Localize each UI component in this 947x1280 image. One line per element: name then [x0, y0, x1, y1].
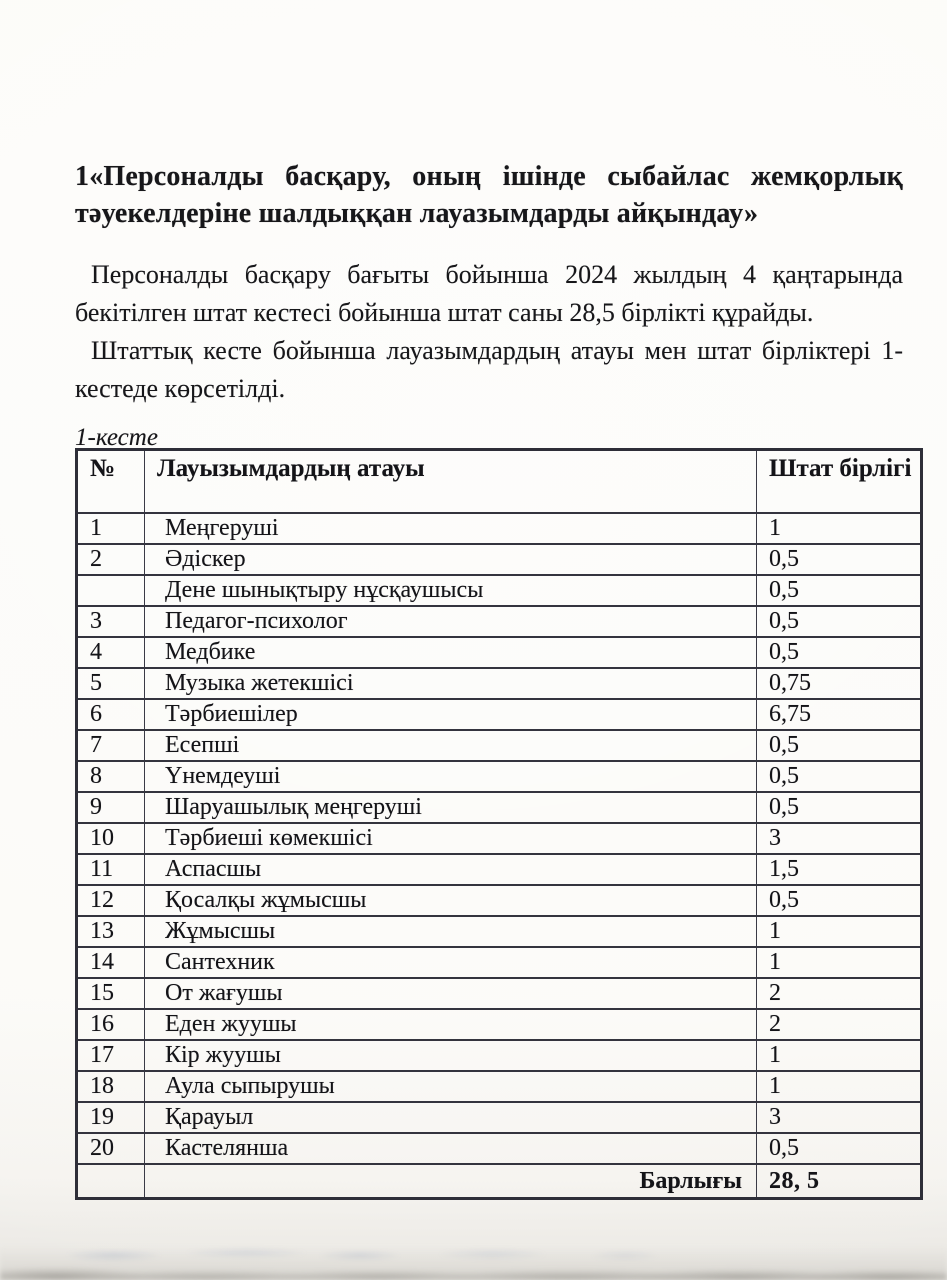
row-position-name: Меңгеруші	[145, 513, 757, 544]
row-number: 15	[77, 978, 145, 1009]
row-staff-units: 1	[757, 1071, 922, 1102]
table-row	[77, 699, 922, 730]
total-empty-cell	[77, 1164, 145, 1199]
row-number: 11	[77, 854, 145, 885]
table-row	[77, 1009, 922, 1040]
col-header-position-name: Лауызымдардың атауы	[145, 450, 757, 514]
row-position-name: Қарауыл	[145, 1102, 757, 1133]
row-staff-units: 0,5	[757, 544, 922, 575]
staff-table-body	[77, 513, 922, 1164]
paragraph-table-reference: Штаттық кесте бойынша лауазымдардың атауы мен штат бірліктері 1-кестеде көрсетілді.	[75, 336, 903, 403]
row-position-name: Еден жуушы	[145, 1009, 757, 1040]
scan-shadow-artifact	[0, 1246, 947, 1280]
row-position-name: Әдіскер	[145, 544, 757, 575]
row-number: 10	[77, 823, 145, 854]
row-number: 1	[77, 513, 145, 544]
total-label: Барлығы	[145, 1164, 757, 1199]
table-row	[77, 885, 922, 916]
table-row	[77, 1040, 922, 1071]
col-header-staff-units: Штат бірлігі	[757, 450, 922, 514]
document-content	[75, 0, 903, 452]
row-staff-units: 0,5	[757, 637, 922, 668]
header-row	[77, 450, 922, 514]
row-position-name: Тәрбиешілер	[145, 699, 757, 730]
row-number	[77, 575, 145, 606]
row-number: 5	[77, 668, 145, 699]
table-row	[77, 513, 922, 544]
row-position-name: Тәрбиеші көмекшісі	[145, 823, 757, 854]
document-body	[75, 256, 903, 408]
row-position-name: Аула сыпырушы	[145, 1071, 757, 1102]
row-number: 4	[77, 637, 145, 668]
table-row	[77, 668, 922, 699]
row-position-name: Музыка жетекшісі	[145, 668, 757, 699]
col-header-number: №	[77, 450, 145, 514]
table-row	[77, 575, 922, 606]
row-number: 14	[77, 947, 145, 978]
table-row	[77, 823, 922, 854]
table-row	[77, 606, 922, 637]
table-total-row	[77, 1164, 922, 1199]
row-staff-units: 0,5	[757, 885, 922, 916]
row-position-name: От жағушы	[145, 978, 757, 1009]
row-position-name: Кір жуушы	[145, 1040, 757, 1071]
row-staff-units: 1	[757, 947, 922, 978]
row-staff-units: 2	[757, 978, 922, 1009]
row-position-name: Есепші	[145, 730, 757, 761]
row-staff-units: 0,5	[757, 792, 922, 823]
table-row	[77, 637, 922, 668]
row-position-name: Сантехник	[145, 947, 757, 978]
row-staff-units: 0,5	[757, 606, 922, 637]
row-staff-units: 1	[757, 1040, 922, 1071]
row-number: 6	[77, 699, 145, 730]
row-staff-units: 0,5	[757, 730, 922, 761]
row-number: 12	[77, 885, 145, 916]
row-number: 8	[77, 761, 145, 792]
table-row	[77, 916, 922, 947]
table-row	[77, 730, 922, 761]
table-row	[77, 1071, 922, 1102]
row-number: 7	[77, 730, 145, 761]
table-row	[77, 854, 922, 885]
row-position-name: Дене шынықтыру нұсқаушысы	[145, 575, 757, 606]
row-staff-units: 0,5	[757, 1133, 922, 1164]
row-staff-units: 0,5	[757, 575, 922, 606]
row-staff-units: 3	[757, 823, 922, 854]
table-row	[77, 1102, 922, 1133]
row-position-name: Кастелянша	[145, 1133, 757, 1164]
row-position-name: Шаруашылық меңгеруші	[145, 792, 757, 823]
staff-table	[75, 448, 923, 1200]
paragraph-staff-count: Персоналды басқару бағыты бойынша 2024 жылдың 4 қаңтарында бекітілген штат кестесі бойынша штат саны 28,5 бірлікті құрайды.	[75, 260, 903, 327]
row-staff-units: 6,75	[757, 699, 922, 730]
row-number: 19	[77, 1102, 145, 1133]
row-staff-units: 2	[757, 1009, 922, 1040]
row-position-name: Қосалқы жұмысшы	[145, 885, 757, 916]
document-title: 1«Персоналды басқару, оның ішінде сыбайлас жемқорлық тәуекелдеріне шалдыққан лауазымдарды айқындау»	[75, 161, 903, 229]
row-number: 13	[77, 916, 145, 947]
table-row	[77, 947, 922, 978]
staff-table-footer	[77, 1164, 922, 1199]
row-position-name: Жұмысшы	[145, 916, 757, 947]
row-number: 18	[77, 1071, 145, 1102]
row-position-name: Педагог-психолог	[145, 606, 757, 637]
row-staff-units: 0,75	[757, 668, 922, 699]
row-number: 20	[77, 1133, 145, 1164]
table-row	[77, 761, 922, 792]
row-number: 9	[77, 792, 145, 823]
staff-table-header	[77, 450, 922, 514]
table-row	[77, 978, 922, 1009]
row-number: 16	[77, 1009, 145, 1040]
table-row	[77, 792, 922, 823]
row-staff-units: 1	[757, 916, 922, 947]
table-row	[77, 1133, 922, 1164]
total-value: 28, 5	[757, 1164, 922, 1199]
row-number: 2	[77, 544, 145, 575]
row-staff-units: 1	[757, 513, 922, 544]
row-number: 3	[77, 606, 145, 637]
row-position-name: Аспасшы	[145, 854, 757, 885]
row-staff-units: 0,5	[757, 761, 922, 792]
row-number: 17	[77, 1040, 145, 1071]
table-row	[77, 544, 922, 575]
row-staff-units: 3	[757, 1102, 922, 1133]
row-staff-units: 1,5	[757, 854, 922, 885]
row-position-name: Медбике	[145, 637, 757, 668]
row-position-name: Үнемдеуші	[145, 761, 757, 792]
table-caption: 1-кесте	[75, 424, 158, 451]
